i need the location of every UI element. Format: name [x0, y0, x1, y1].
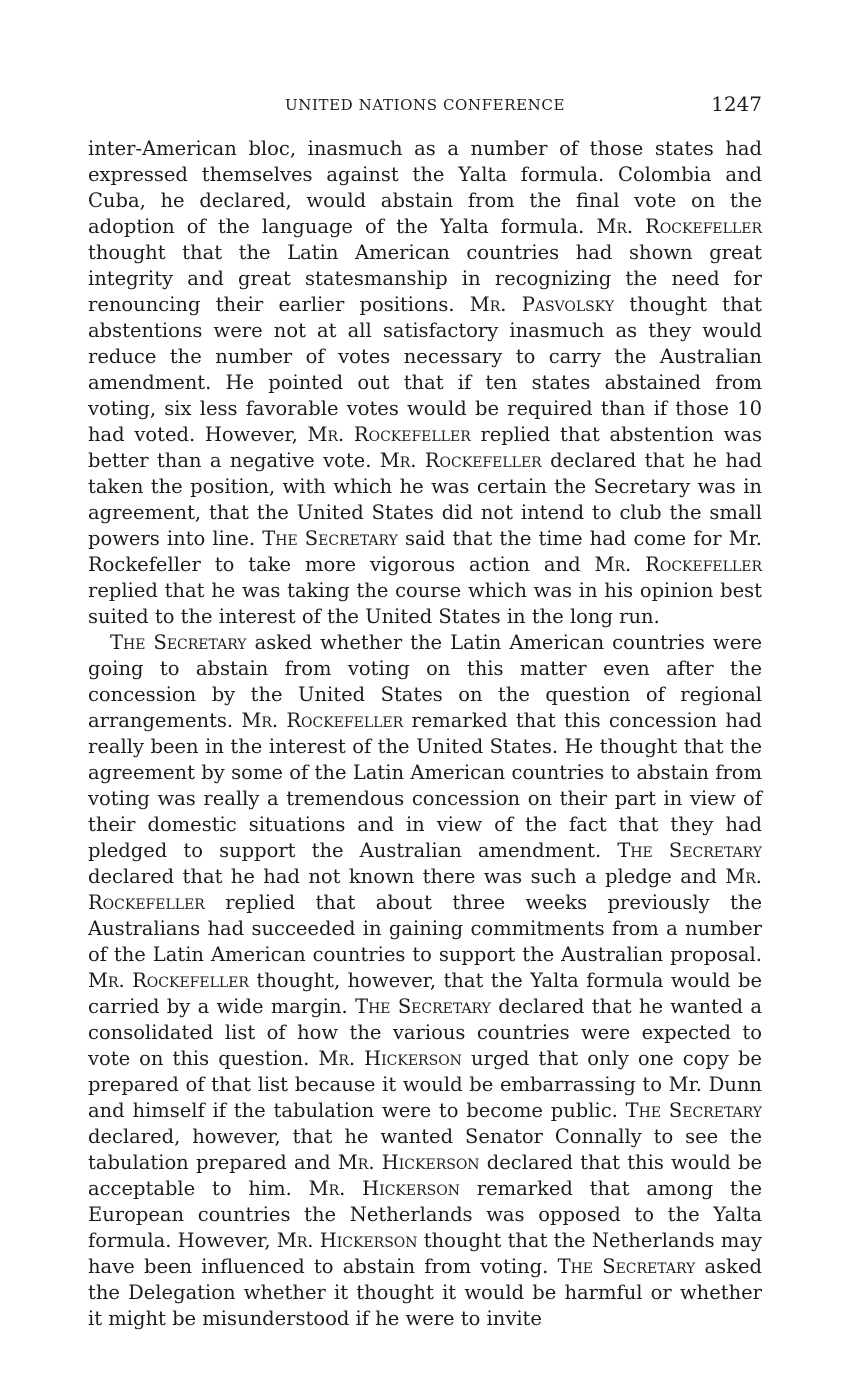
speaker-name: The Secretary	[557, 1255, 696, 1278]
text-run: inter-American bloc, inasmuch as a number of those states had expressed themselves against the Yalta formula. Colombia and Cuba, he declared, would abstain from the final vote on the adoption of the language of the Yalta formula.	[88, 137, 762, 238]
speaker-name: Mr. Rockefeller	[307, 423, 471, 446]
speaker-name: The Secretary	[355, 995, 491, 1018]
paragraph-1	[88, 136, 762, 630]
speaker-name: Mr. Hickerson	[308, 1177, 460, 1200]
speaker-name: Mr. Rockefeller	[241, 709, 404, 732]
text-run: remarked that among the European countries the Netherlands was opposed to the Yalta formula. However,	[88, 1177, 762, 1252]
speaker-name: The Secretary	[625, 1099, 762, 1122]
speaker-name: The Secretary	[110, 631, 247, 654]
text-run: remarked that this concession had really been in the interest of the United States. He thought that the agreement by some of the Latin American countries to abstain from voting was really a tremendous concession on their part in view of their domestic situations and in view of the fact that they had pledged to support the Australian amendment.	[88, 709, 763, 862]
speaker-name: Mr. Rockefeller	[596, 215, 762, 238]
text-run: thought that the Latin American countries had shown great integrity and great statesmanship in recognizing the need for renouncing their earlier positions.	[88, 241, 762, 316]
text-run: asked the Delegation whether it thought it would be harmful or whether it might be misunderstood if he were to invite	[88, 1255, 762, 1330]
running-title: UNITED NATIONS CONFERENCE	[284, 96, 566, 114]
page-header	[88, 92, 762, 122]
text-run: declared that he wanted a consolidated list of how the various countries were expected to vote on this question.	[88, 995, 762, 1070]
text-run: said that the time had come for Mr. Rockefeller to take more vigorous action and	[88, 527, 762, 576]
speaker-name: Mr. Rockefeller	[88, 969, 249, 992]
speaker-name: Mr. Rockefeller	[88, 865, 762, 914]
speaker-name: Mr. Hickerson	[276, 1229, 418, 1252]
speaker-name: Mr. Pasvolsky	[469, 293, 615, 316]
text-run: thought that abstentions were not at all satisfactory inasmuch as they would reduce the number of votes necessary to carry the Australian amendment. He pointed out that if ten states abstained from voting, six less favorable votes would be required than if those 10 had voted. However,	[88, 293, 763, 446]
text-run: declared that he had not known there was such a pledge and	[88, 865, 726, 888]
text-run: replied that about three weeks previously the Australians had succeeded in gaining commitments from a number of the Latin American countries to support the Australian proposal.	[88, 891, 762, 966]
speaker-name: The Secretary	[617, 839, 762, 862]
paragraph-2	[88, 630, 762, 1332]
text-run: declared that this would be acceptable to him.	[88, 1151, 763, 1200]
text-run: declared, however, that he wanted Senator Connally to see the tabulation prepared and	[88, 1125, 762, 1174]
text-run: asked whether the Latin American countries were going to abstain from voting on this matter even after the concession by the United States on the question of regional arrangements.	[88, 631, 762, 732]
speaker-name: Mr. Rockefeller	[379, 449, 542, 472]
text-run: replied that he was taking the course which was in his opinion best suited to the interest of the United States in the long run.	[88, 579, 762, 628]
speaker-name: Mr. Hickerson	[318, 1047, 462, 1070]
page-number: 1247	[711, 92, 762, 116]
speaker-name: Mr. Rockefeller	[594, 553, 762, 576]
text-run: thought that the Netherlands may have been influenced to abstain from voting.	[88, 1229, 762, 1278]
body-text	[88, 136, 762, 1332]
text-run: urged that only one copy be prepared of that list because it would be embarrassing to Mr. Dunn and himself if the tabulation were to become public.	[88, 1047, 762, 1122]
text-run: replied that abstention was better than a negative vote.	[88, 423, 762, 472]
speaker-name: Mr. Hickerson	[337, 1151, 480, 1174]
text-run: thought, however, that the Yalta formula would be carried by a wide margin.	[88, 969, 762, 1018]
speaker-name: The Secretary	[262, 527, 398, 550]
text-run: declared that he had taken the position, with which he was certain the Secretary was in agreement, that the United States did not intend to club the small powers into line.	[88, 449, 762, 550]
